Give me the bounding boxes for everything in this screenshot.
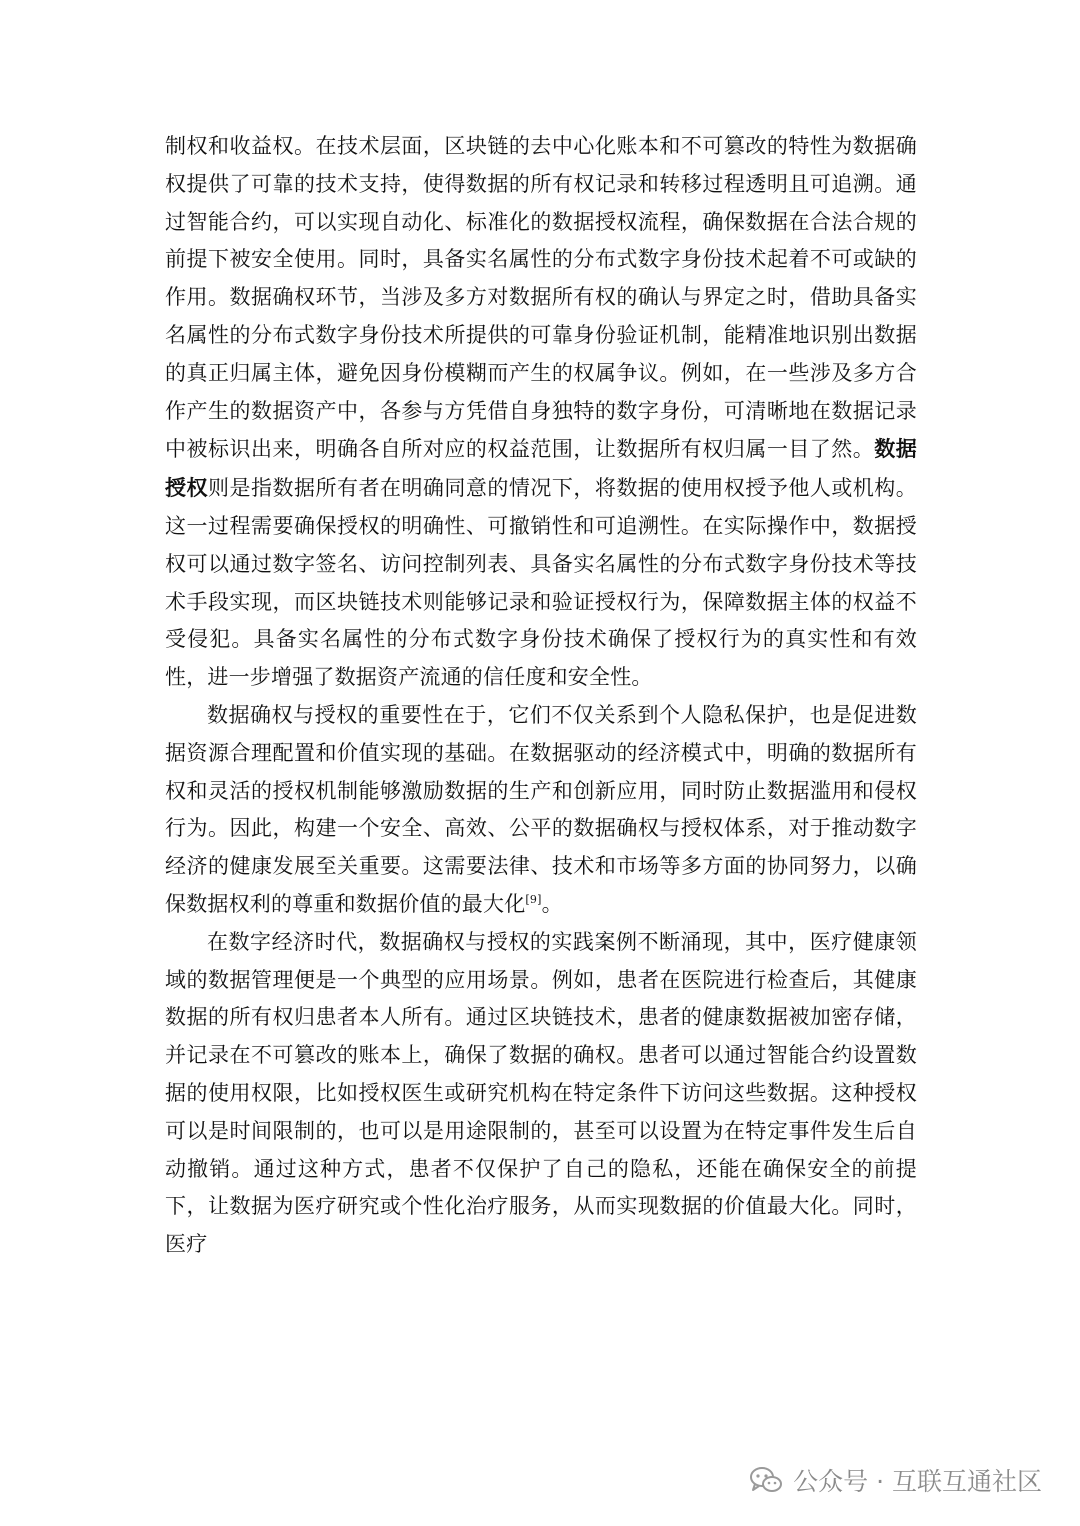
paragraph-2 [165, 697, 917, 924]
watermark [749, 1462, 1042, 1498]
citation-ref: [9] [525, 892, 542, 906]
paragraph-3: 在数字经济时代，数据确权与授权的实践案例不断涌现，其中，医疗健康领域的数据管理便是一个典型的应用场景。例如，患者在医院进行检查后，其健康数据的所有权归患者本人所有。通过区块链技术，患者的健康数据被加密存储，并记录在不可篡改的账本上，确保了数据的确权。患者可以通过智能合约设置数据的使用权限，比如授权医生或研究机构在特定条件下访问这些数据。这种授权可以是时间限制的，也可以是用途限制的，甚至可以设置为在特定事件发生后自动撤销。通过这种方式，患者不仅保护了自己的隐私，还能在确保安全的前提下，让数据为医疗研究或个性化治疗服务，从而实现数据的价值最大化。同时，医疗 [165, 929, 917, 1257]
paragraph-1-text-a: 制权和收益权。在技术层面，区块链的去中心化账本和不可篡改的特性为数据确权提供了可靠的技术支持，使得数据的所有权记录和转移过程透明且可追溯。通过智能合约，可以实现自动化、标准化的数据授权流程，确保数据在合法合规的前提下被安全使用。同时，具备实名属性的分布式数字身份技术起着不可或缺的作用。数据确权环节，当涉及多方对数据所有权的确认与界定之时，借助具备实名属性的分布式数字身份技术所提供的可靠身份验证机制，能精准地识别出数据的真正归属主体，避免因身份模糊而产生的权属争议。例如，在一些涉及多方合作产生的数据资产中，各参与方凭借自身独特的数字身份，可清晰地在数据记录中被标识出来，明确各自所对应的权益范围，让数据所有权归属一目了然。 [165, 134, 917, 462]
bold-term-data-authorization: 数据授权 [165, 436, 917, 501]
wechat-icon [749, 1465, 783, 1495]
paragraph-2-end: 。 [541, 891, 563, 916]
paragraph-2-text: 数据确权与授权的重要性在于，它们不仅关系到个人隐私保护，也是促进数据资源合理配置和价值实现的基础。在数据驱动的经济模式中，明确的数据所有权和灵活的授权机制能够激励数据的生产和创新应用，同时防止数据滥用和侵权行为。因此，构建一个安全、高效、公平的数据确权与授权体系，对于推动数字经济的健康发展至关重要。这需要法律、技术和市场等多方面的协同努力，以确保数据权利的尊重和数据价值的最大化 [165, 702, 917, 916]
document-page [165, 128, 917, 1264]
paragraph-1-text-b: 则是指数据所有者在明确同意的情况下，将数据的使用权授予他人或机构。这一过程需要确保授权的明确性、可撤销性和可追溯性。在实际操作中，数据授权可以通过数字签名、访问控制列表、具备实名属性的分布式数字身份技术等技术手段实现，而区块链技术则能够记录和验证授权行为，保障数据主体的权益不受侵犯。具备实名属性的分布式数字身份技术确保了授权行为的真实性和有效性，进一步增强了数据资产流通的信任度和安全性。 [165, 476, 917, 690]
paragraph-1 [165, 128, 917, 697]
watermark-text: 公众号 · 互联互通社区 [793, 1467, 1042, 1496]
